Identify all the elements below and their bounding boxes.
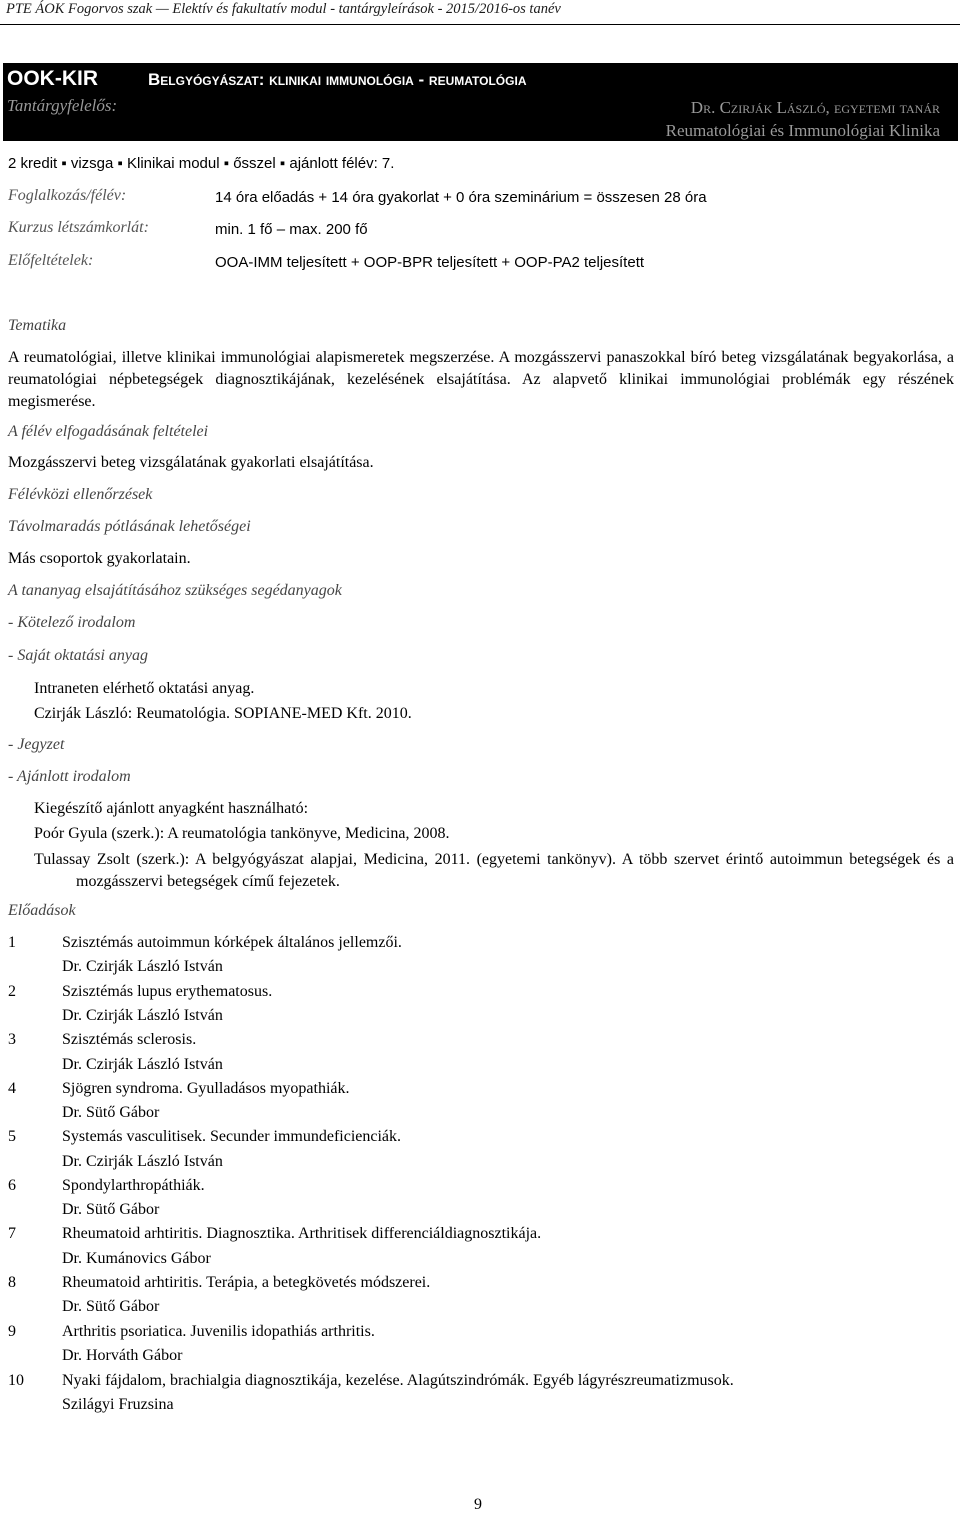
limit-value: min. 1 fő – max. 200 fő <box>215 221 368 238</box>
hours-value: 14 óra előadás + 14 óra gyakorlat + 0 óra szeminárium = összesen 28 óra <box>215 189 707 206</box>
lecture-number: 4 <box>8 1080 16 1097</box>
own-material-heading: - Saját oktatási anyag <box>8 647 148 664</box>
lecture-title: Szisztémás sclerosis. <box>62 1031 197 1048</box>
lecture-title: Arthritis psoriatica. Juvenilis idopathiás arthritis. <box>62 1323 375 1340</box>
course-title: Belgyógyászat: klinikai immunológia - reumatológia <box>148 70 527 89</box>
lecture-number: 3 <box>8 1031 16 1048</box>
lecturer-name: Dr. Horváth Gábor <box>62 1347 183 1364</box>
lecture-number: 2 <box>8 983 16 1000</box>
midterm-heading: Félévközi ellenőrzések <box>8 486 153 503</box>
lecturer-name: Dr. Kumánovics Gábor <box>62 1250 211 1267</box>
limit-label: Kurzus létszámkorlát: <box>8 219 149 236</box>
own-material-item: Intraneten elérhető oktatási anyag. <box>34 680 255 697</box>
responsible-department: Reumatológiai és Immunológiai Klinika <box>665 121 940 140</box>
mandatory-literature-heading: - Kötelező irodalom <box>8 614 136 631</box>
lecture-title: Rheumatoid arhtiritis. Terápia, a betegkövetés módszerei. <box>62 1274 431 1291</box>
header-divider <box>0 24 960 25</box>
lecturer-name: Szilágyi Fruzsina <box>62 1396 174 1413</box>
lecture-title: Nyaki fájdalom, brachialgia diagnosztikája, kezelése. Alagútszindrómák. Egyéb lágyrészreumatizmusok. <box>62 1372 734 1389</box>
recommended-intro: Kiegészítő ajánlott anyagként használható: <box>34 800 309 817</box>
lecturer-name: Dr. Sütő Gábor <box>62 1298 160 1315</box>
responsible-name: Dr. Czirják László, egyetemi tanár <box>690 98 940 117</box>
lecturer-name: Dr. Czirják László István <box>62 1007 223 1024</box>
recommended-item: Poór Gyula (szerk.): A reumatológia tankönyve, Medicina, 2008. <box>34 825 450 842</box>
lecture-number: 8 <box>8 1274 16 1291</box>
tematika-text: A reumatológiai, illetve klinikai immunológiai alapismeretek megszerzése. A mozgásszervi panaszokkal bíró beteg vizsgálatának begyakorlása, a reumatológiai népbetegségek diagnosztikájának, kezelésének elsajátítása. Az alapvető klinikai immunológiai problémák egy részének megismerése. <box>8 349 954 410</box>
course-code: OOK-KIR <box>7 67 98 90</box>
responsible-label: Tantárgyfelelős: <box>7 96 118 115</box>
lecturer-name: Dr. Sütő Gábor <box>62 1201 160 1218</box>
recommended-item: Tulassay Zsolt (szerk.): A belgyógyászat alapjai, Medicina, 2011. (egyetemi tankönyv). A több szervet érintő autoimmun betegségek és a mozgásszervi betegségek című fejezetek. <box>34 851 954 890</box>
lecture-title: Szisztémás autoimmun kórképek általános jellemzői. <box>62 934 402 951</box>
lecturer-name: Dr. Czirják László István <box>62 1153 223 1170</box>
lecture-number: 9 <box>8 1323 16 1340</box>
tematika-heading: Tematika <box>8 317 67 334</box>
absence-text: Más csoportok gyakorlatain. <box>8 550 191 567</box>
notes-heading: - Jegyzet <box>8 736 65 753</box>
own-material-item: Czirják László: Reumatológia. SOPIANE-MED Kft. 2010. <box>34 705 412 722</box>
materials-heading: A tananyag elsajátításához szükséges segédanyagok <box>8 582 342 599</box>
lecturer-name: Dr. Czirják László István <box>62 958 223 975</box>
lecture-number: 7 <box>8 1225 16 1242</box>
recommended-literature-heading: - Ajánlott irodalom <box>8 768 131 785</box>
recommended-item-wrap <box>34 849 954 893</box>
lecture-number: 6 <box>8 1177 16 1194</box>
lecture-number: 10 <box>8 1372 24 1389</box>
lecture-number: 5 <box>8 1128 16 1145</box>
lecture-title: Rheumatoid arhtiritis. Diagnosztika. Arthritisek differenciáldiagnosztikája. <box>62 1225 542 1242</box>
lecture-title: Spondylarthropáthiák. <box>62 1177 205 1194</box>
lecture-title: Sjögren syndroma. Gyulladásos myopathiák. <box>62 1080 350 1097</box>
lecture-number: 1 <box>8 934 16 951</box>
lecture-title: Szisztémás lupus erythematosus. <box>62 983 273 1000</box>
acceptance-text: Mozgásszervi beteg vizsgálatának gyakorlati elsajátítása. <box>8 454 374 471</box>
page-number: 9 <box>474 1496 482 1513</box>
course-info-line: 2 kredit ▪ vizsga ▪ Klinikai modul ▪ ősszel ▪ ajánlott félév: 7. <box>8 155 395 172</box>
prereq-value: OOA-IMM teljesített + OOP-BPR teljesített + OOP-PA2 teljesített <box>215 254 645 271</box>
running-header: PTE ÁOK Fogorvos szak — Elektív és fakultatív modul - tantárgyleírások - 2015/2016-os tanév <box>6 1 561 17</box>
lecture-title: Systemás vasculitisek. Secunder immundeficienciák. <box>62 1128 402 1145</box>
absence-heading: Távolmaradás pótlásának lehetőségei <box>8 518 251 535</box>
hours-label: Foglalkozás/félév: <box>8 187 127 204</box>
lecturer-name: Dr. Czirják László István <box>62 1056 223 1073</box>
acceptance-heading: A félév elfogadásának feltételei <box>8 423 209 440</box>
prereq-label: Előfeltételek: <box>8 252 94 269</box>
lecturer-name: Dr. Sütő Gábor <box>62 1104 160 1121</box>
lectures-heading: Előadások <box>8 902 76 919</box>
